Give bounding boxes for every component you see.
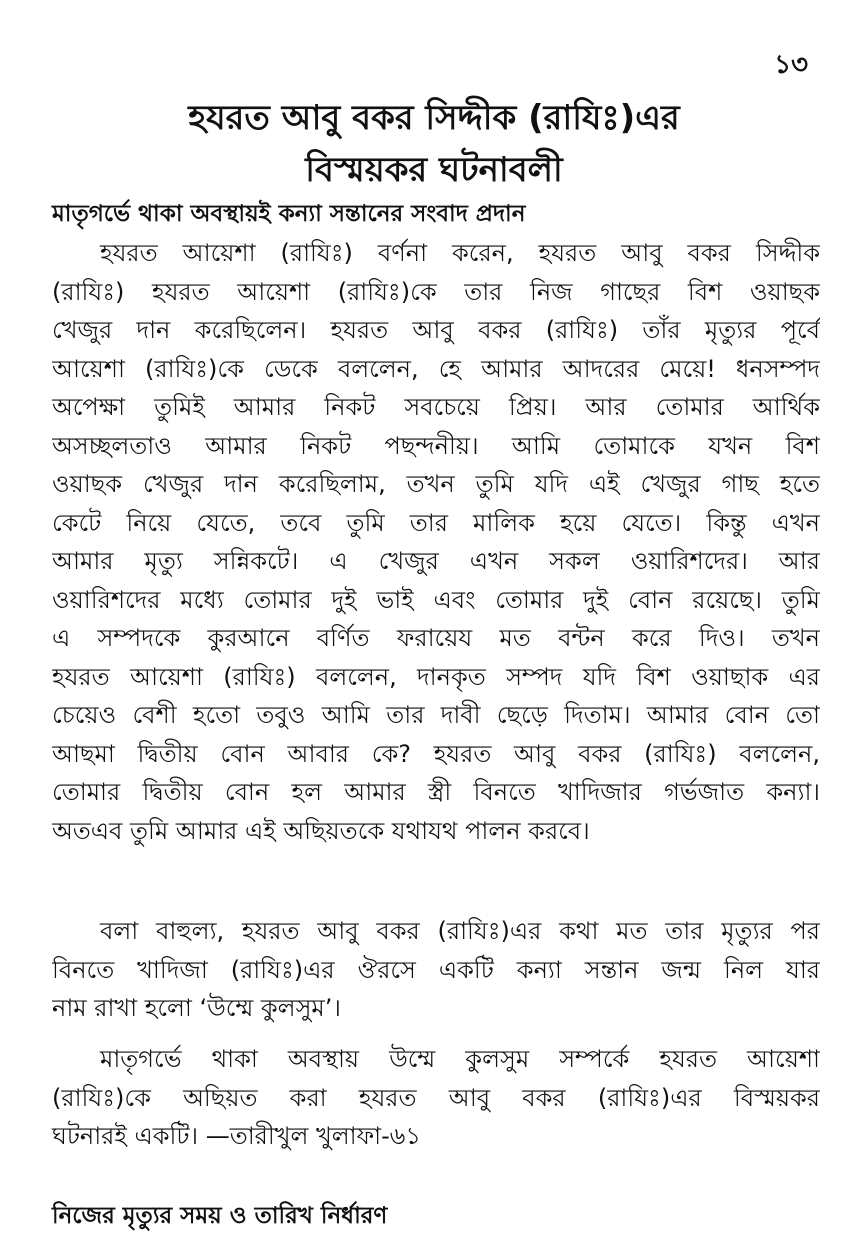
- text-line: আয়েশা (রাযিঃ)কে ডেকে বললেন, হে আমার আদরের মেয়ে! ধনসম্পদ: [52, 354, 820, 383]
- text-line: হযরত আয়েশা (রাযিঃ) বর্ণনা করেন, হযরত আবু বকর সিদ্দীক: [100, 239, 820, 267]
- text-line: (রাযিঃ)কে অছিয়ত করা হযরত আবু বকর (রাযিঃ)এর বিস্ময়কর: [52, 1083, 820, 1112]
- citation-line: [52, 1117, 820, 1156]
- text-line: কেটে নিয়ে যেতে, তবে তুমি তার মালিক হয়ে যেতে। কিন্তু এখন: [52, 508, 820, 537]
- text-line: অসচ্ছলতাও আমার নিকট পছন্দনীয়। আমি তোমাকে যখন বিশ: [52, 431, 820, 460]
- text-line: (রাযিঃ) হযরত আয়েশা (রাযিঃ)কে তার নিজ গাছের বিশ ওয়াছক: [52, 277, 820, 306]
- text-line: মাতৃগর্ভে থাকা অবস্থায় উম্মে কুলসুম সম্পর্কে হযরত আয়েশা: [100, 1045, 820, 1073]
- paragraph-3: [52, 1040, 820, 1156]
- text-line: ওয়াছক খেজুর দান করেছিলাম, তখন তুমি যদি এই খেজুর গাছ হতে: [52, 470, 820, 498]
- text-line: অতএব তুমি আমার এই অছিয়তকে যথাযথ পালন করবে।: [52, 816, 590, 845]
- text-line: ওয়ারিশদের মধ্যে তোমার দুই ভাই এবং তোমার দুই বোন রয়েছে। তুমি: [52, 585, 820, 614]
- text-line: বলা বাহুল্য, হযরত আবু বকর (রাযিঃ)এর কথা মত তার মৃত্যুর পর: [100, 917, 820, 945]
- text-line: আমার মৃত্যু সন্নিকটে। এ খেজুর এখন সকল ওয়ারিশদের। আর: [52, 547, 820, 575]
- paragraph-2: [52, 912, 820, 1028]
- chapter-title-line-2: বিস্ময়কর ঘটনাবলী: [305, 150, 563, 190]
- page-number: ১৩: [774, 50, 808, 80]
- citation-source: —তারীখুল খুলাফা-৬১: [205, 1122, 421, 1150]
- text-line: এ সম্পদকে কুরআনে বর্ণিত ফরায়েয মত বন্টন করে দিও। তখন: [52, 624, 820, 652]
- chapter-title: [40, 92, 828, 196]
- text-line: আছমা দ্বিতীয় বোন আবার কে? হযরত আবু বকর (রাযিঃ) বললেন,: [52, 739, 820, 768]
- next-section-heading: নিজের মৃত্যুর সময় ও তারিখ নির্ধারণ: [52, 1203, 388, 1229]
- text-line: নাম রাখা হলো ‘উম্মে কুলসুম’।: [52, 994, 341, 1022]
- section-subheading: মাতৃগর্ভে থাকা অবস্থায়ই কন্যা সন্তানের সংবাদ প্রদান: [52, 201, 526, 227]
- text-line: তোমার দ্বিতীয় বোন হল আমার স্ত্রী বিনতে খাদিজার গর্ভজাত কন্যা।: [52, 778, 820, 806]
- text-line: চেয়েও বেশী হতো তবুও আমি তার দাবী ছেড়ে দিতাম। আমার বোন তো: [52, 701, 820, 729]
- citation-text: ঘটনারই একটি।: [52, 1122, 199, 1150]
- text-line: খেজুর দান করেছিলেন। হযরত আবু বকর (রাযিঃ) তাঁর মৃত্যুর পূর্বে: [52, 316, 820, 344]
- text-line: হযরত আয়েশা (রাযিঃ) বললেন, দানকৃত সম্পদ যদি বিশ ওয়াছাক এর: [52, 662, 820, 691]
- text-line: অপেক্ষা তুমিই আমার নিকট সবচেয়ে প্রিয়। আর তোমার আর্থিক: [52, 393, 820, 421]
- text-line: বিনতে খাদিজা (রাযিঃ)এর ঔরসে একটি কন্যা সন্তান জন্ম নিল যার: [52, 955, 820, 984]
- paragraph-1: [52, 234, 820, 850]
- chapter-title-line-1: হযরত আবু বকর সিদ্দীক (রাযিঃ)এর: [188, 98, 680, 138]
